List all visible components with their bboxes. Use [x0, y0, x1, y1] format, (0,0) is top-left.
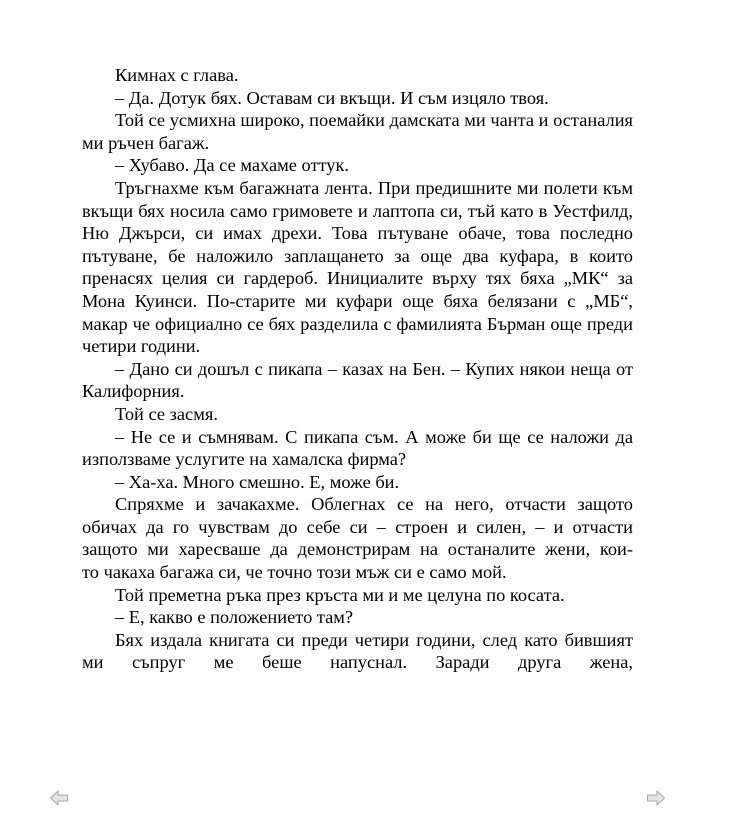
previous-page-button[interactable]: [49, 789, 69, 807]
paragraph: Бях издала книгата си преди четири години, след като бившият ми съпруг ме беше напуснал. Заради друга жена,: [82, 629, 633, 673]
paragraph: – Ха-ха. Много смешно. Е, може би.: [115, 471, 400, 492]
paragraph: Спряхме и зачакахме. Облегнах се на него, отчасти защото обичах да го чувствам до себе си – строен и силен, – и отчасти защото ми харесваше да демонстрирам на останалите жени, кои-: [82, 494, 633, 560]
next-page-button[interactable]: [646, 789, 666, 807]
paragraph: Той се усмихна широко, поемайки дамската ми чанта и останалия ми ръчен багаж.: [82, 110, 633, 153]
document-text: [82, 64, 633, 674]
paragraph: – Хубаво. Да се махаме оттук.: [115, 155, 350, 176]
paragraph: Той се засмя.: [115, 403, 218, 424]
paragraph: – Да. Дотук бях. Оставам си вкъщи. И съм изцяло твоя.: [115, 87, 549, 108]
paragraph: Тръгнахме към багажната лента. При предишните ми полети към вкъщи бях носила само гримовете и лаптопа си, тъй като в Уестфилд, Ню Джърси, си имах дрехи. Това пътуване обаче, това последно пътуване, бе наложило заплащането за още два куфара, в които пренасях целия си гардероб. Инициалите върху тях бяха „МК“ за Мона Куинси. По-старите ми куфари още бяха белязани с „МБ“, макар че официално се бях разделила с фамилията Бърман още преди четири години.: [82, 177, 633, 357]
arrow-left-icon: [49, 789, 69, 807]
paragraph: Той преметна ръка през кръста ми и ме целуна по косата.: [115, 584, 565, 605]
paragraph: – Дано си дошъл с пикапа – казах на Бен. – Купих някои неща от Калифорния.: [82, 358, 633, 402]
paragraph: – Е, какво е положението там?: [115, 607, 354, 628]
paragraph: – Не се и съмнявам. С пикапа съм. А може би ще се наложи да използваме услугите на хамалска фирма?: [82, 426, 633, 470]
paragraph-continuation: то чакаха багажа си, че точно този мъж си е само мой.: [82, 562, 507, 583]
paragraph: Кимнах с глава.: [115, 65, 239, 85]
arrow-right-icon: [646, 789, 666, 807]
